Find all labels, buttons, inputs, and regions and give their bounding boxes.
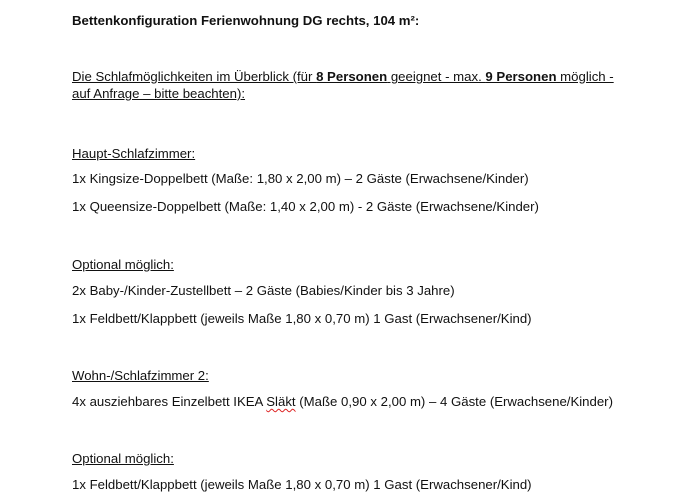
list-item: 1x Feldbett/Klappbett (jeweils Maße 1,80 x 0,70 m) 1 Gast (Erwachsener/Kind) [72,311,532,326]
intro-bold-persons: 8 Personen [316,69,388,84]
list-item-text-2: (Maße 0,90 x 2,00 m) – 4 Gäste (Erwachsene/Kinder) [295,394,613,409]
list-item: 1x Queensize-Doppelbett (Maße: 1,40 x 2,00 m) - 2 Gäste (Erwachsene/Kinder) [72,199,539,214]
intro-paragraph [72,68,632,102]
intro-text-1: Die Schlafmöglichkeiten im Überblick (für [72,69,317,84]
section-heading-wohn-schlafzimmer: Wohn-/Schlafzimmer 2: [72,368,209,383]
list-item [72,393,613,410]
list-item: 1x Feldbett/Klappbett (jeweils Maße 1,80 x 0,70 m) 1 Gast (Erwachsener/Kind) [72,477,532,492]
spellcheck-flagged-word: Släkt [266,394,296,409]
section-heading-optional-2: Optional möglich: [72,451,174,466]
section-heading-haupt-schlafzimmer: Haupt-Schlafzimmer: [72,146,196,161]
list-item: 1x Kingsize-Doppelbett (Maße: 1,80 x 2,00 m) – 2 Gäste (Erwachsene/Kinder) [72,171,529,186]
intro-bold-max-persons: 9 Personen [485,69,557,84]
intro-text-2: geeignet - max. [387,69,486,84]
section-heading-optional-1: Optional möglich: [72,257,174,272]
document-title: Bettenkonfiguration Ferienwohnung DG rechts, 104 m²: [72,13,420,28]
list-item-text-1: 4x ausziehbares Einzelbett IKEA [72,394,267,409]
list-item: 2x Baby-/Kinder-Zustellbett – 2 Gäste (Babies/Kinder bis 3 Jahre) [72,283,455,298]
intro-text-3: möglich - auf Anfrage – bitte beachten): [72,69,614,101]
